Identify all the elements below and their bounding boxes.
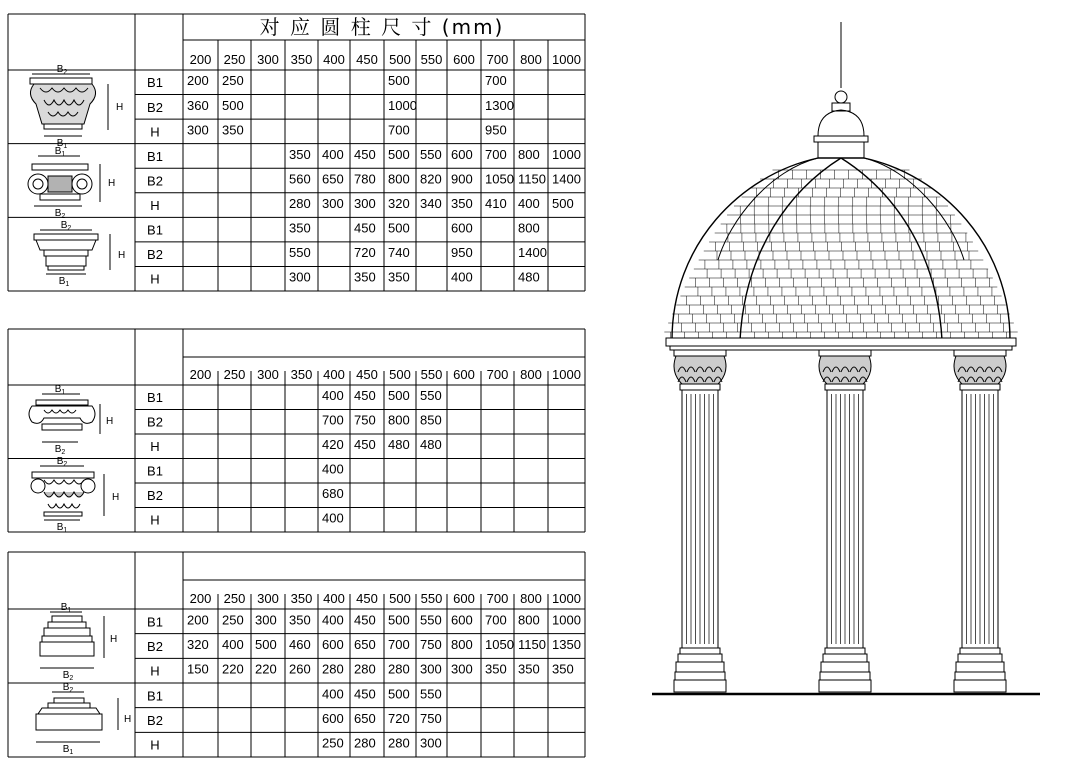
stepped-base-icon — [36, 682, 131, 756]
gazebo-column — [954, 350, 1006, 692]
svg-text:B1: $B_1$ — [56, 138, 68, 150]
row-label-b2: B2 — [147, 488, 163, 504]
size-cell: 220 — [222, 661, 244, 677]
dimension-tables — [8, 14, 585, 757]
size-cell: 1300 — [485, 97, 514, 113]
svg-text:B1: $B_1$ — [62, 744, 74, 756]
size-cell: 950 — [485, 122, 507, 138]
column-size-header: 600 — [453, 367, 475, 382]
row-label-b1: B1 — [147, 75, 163, 91]
ionic-capital-icon — [28, 146, 115, 220]
svg-text:B2: $B_2$ — [54, 208, 66, 220]
column-size-header: 700 — [486, 52, 509, 67]
dome-tiles — [664, 170, 1017, 341]
column-size-header: 450 — [356, 591, 378, 606]
size-cell: 500 — [388, 220, 410, 236]
size-cell: 950 — [451, 245, 473, 261]
size-cell: 600 — [451, 220, 473, 236]
size-cell: 800 — [388, 171, 410, 187]
column-base-icon — [40, 602, 117, 682]
size-cell: 650 — [322, 171, 344, 187]
svg-text:B2: $B_2$ — [56, 64, 68, 76]
column-size-header: 200 — [189, 52, 212, 67]
size-cell: 600 — [451, 612, 473, 628]
size-cell: 700 — [485, 146, 507, 162]
svg-text:H: H — [116, 102, 124, 113]
size-cell: 460 — [289, 636, 311, 652]
column-size-header: 250 — [223, 52, 246, 67]
size-cell: 350 — [552, 661, 574, 677]
row-label-b2: B2 — [147, 638, 163, 654]
column-size-header: 250 — [223, 367, 246, 382]
row-label-h: H — [150, 271, 160, 287]
svg-text:B2: $B_2$ — [54, 444, 66, 456]
size-cell: 720 — [354, 245, 376, 261]
column-size-header: 500 — [389, 591, 411, 606]
svg-text:H: H — [118, 250, 126, 261]
row-label-b2: B2 — [147, 247, 163, 263]
size-cell: 450 — [354, 220, 376, 236]
column-size-header: 1000 — [552, 367, 581, 382]
size-cell: 400 — [322, 461, 344, 477]
size-cell: 400 — [322, 686, 344, 702]
size-cell: 280 — [289, 196, 311, 212]
domed-gazebo-elevation-icon — [652, 22, 1040, 694]
svg-text:B2: $B_2$ — [56, 456, 68, 468]
row-label-b2: B2 — [147, 414, 163, 430]
size-cell: 410 — [485, 196, 507, 212]
size-cell: 400 — [322, 146, 344, 162]
size-cell: 400 — [222, 636, 244, 652]
size-cell: 700 — [388, 122, 410, 138]
row-label-h: H — [150, 439, 160, 455]
svg-text:B2: $B_2$ — [62, 670, 74, 682]
column-size-header: 200 — [189, 591, 212, 606]
column-size-header: 550 — [420, 591, 443, 606]
size-cell: 300 — [187, 122, 209, 138]
size-cell: 480 — [420, 437, 442, 453]
size-cell: 500 — [388, 73, 410, 89]
capitals-table-1 — [8, 14, 585, 291]
size-cell: 1000 — [552, 612, 581, 628]
size-cell: 350 — [485, 661, 507, 677]
svg-text:B1: $B_1$ — [58, 276, 70, 288]
size-cell: 500 — [255, 636, 277, 652]
size-cell: 1150 — [518, 171, 546, 187]
size-cell: 320 — [388, 196, 410, 212]
svg-text:B1: $B_1$ — [60, 602, 72, 614]
size-cell: 800 — [518, 612, 540, 628]
column-size-header: 600 — [453, 591, 475, 606]
size-cell: 350 — [451, 196, 473, 212]
size-cell: 420 — [322, 437, 344, 453]
composite-capital-icon — [31, 456, 119, 534]
size-cell: 1400 — [552, 171, 581, 187]
size-cell: 280 — [354, 735, 376, 751]
size-cell: 260 — [289, 661, 311, 677]
column-size-header: 1000 — [552, 591, 581, 606]
column-size-header: 700 — [486, 367, 509, 382]
size-cell: 450 — [354, 146, 376, 162]
size-cell: 500 — [222, 97, 244, 113]
size-cell: 560 — [289, 171, 311, 187]
size-cell: 800 — [388, 412, 410, 428]
size-cell: 480 — [388, 437, 410, 453]
size-cell: 700 — [485, 612, 507, 628]
gazebo-columns — [674, 350, 1006, 692]
column-size-header: 700 — [486, 591, 509, 606]
column-size-header: 300 — [257, 591, 279, 606]
capitals-table-2 — [8, 329, 585, 532]
bases-table — [8, 552, 585, 757]
column-size-header: 450 — [356, 52, 378, 67]
size-cell: 220 — [255, 661, 277, 677]
column-size-header: 500 — [389, 367, 411, 382]
size-cell: 500 — [552, 196, 574, 212]
column-size-header: 600 — [453, 52, 475, 67]
row-label-b1: B1 — [147, 222, 163, 238]
size-cell: 200 — [187, 612, 209, 628]
size-cell: 500 — [388, 146, 410, 162]
column-size-header: 400 — [323, 52, 345, 67]
column-size-header: 500 — [389, 52, 411, 67]
svg-text:H: H — [112, 492, 120, 503]
size-cell: 550 — [289, 245, 311, 261]
corinthian-capital-icon — [30, 64, 123, 150]
size-cell: 500 — [388, 612, 410, 628]
column-size-header: 800 — [520, 52, 542, 67]
size-cell: 400 — [451, 269, 473, 285]
size-cell: 650 — [354, 636, 376, 652]
size-cell: 800 — [518, 146, 540, 162]
size-cell: 550 — [420, 686, 442, 702]
svg-text:H: H — [106, 416, 114, 427]
size-cell: 450 — [354, 437, 376, 453]
column-size-header: 450 — [356, 367, 378, 382]
size-cell: 750 — [354, 412, 376, 428]
size-cell: 600 — [451, 146, 473, 162]
size-cell: 350 — [518, 661, 540, 677]
size-cell: 300 — [420, 735, 442, 751]
size-cell: 780 — [354, 171, 376, 187]
column-size-header: 800 — [520, 591, 542, 606]
size-cell: 800 — [451, 636, 473, 652]
svg-text:H: H — [108, 178, 116, 189]
size-cell: 1000 — [388, 97, 417, 113]
size-cell: 550 — [420, 388, 442, 404]
column-size-header: 300 — [257, 52, 279, 67]
doric-capital-icon — [34, 220, 125, 288]
size-cell: 350 — [222, 122, 244, 138]
svg-text:H: H — [110, 634, 118, 645]
size-cell: 340 — [420, 196, 442, 212]
size-cell: 300 — [289, 269, 311, 285]
size-cell: 820 — [420, 171, 442, 187]
svg-text:B1: $B_1$ — [54, 384, 66, 396]
size-cell: 600 — [322, 710, 344, 726]
row-label-h: H — [150, 663, 160, 679]
size-cell: 750 — [420, 710, 442, 726]
size-cell: 500 — [388, 388, 410, 404]
size-cell: 400 — [322, 612, 344, 628]
size-cell: 250 — [222, 612, 244, 628]
size-cell: 1000 — [552, 146, 581, 162]
size-cell: 350 — [289, 146, 311, 162]
row-label-b1: B1 — [147, 688, 163, 704]
size-cell: 350 — [289, 220, 311, 236]
column-size-header: 300 — [257, 367, 279, 382]
row-label-b1: B1 — [147, 390, 163, 406]
size-cell: 1150 — [518, 636, 546, 652]
size-cell: 1050 — [485, 171, 514, 187]
gazebo-column — [819, 350, 871, 692]
svg-text:B1: $B_1$ — [56, 522, 68, 534]
size-cell: 200 — [187, 73, 209, 89]
size-cell: 650 — [354, 710, 376, 726]
size-cell: 150 — [187, 661, 209, 677]
column-size-header: 400 — [323, 367, 345, 382]
size-cell: 740 — [388, 245, 410, 261]
ionic-capital-small-icon — [29, 384, 113, 456]
size-cell: 500 — [388, 686, 410, 702]
size-cell: 700 — [388, 636, 410, 652]
size-cell: 850 — [420, 412, 442, 428]
size-cell: 900 — [451, 171, 473, 187]
size-cell: 1400 — [518, 245, 547, 261]
size-cell: 400 — [322, 388, 344, 404]
size-cell: 680 — [322, 486, 344, 502]
size-cell: 450 — [354, 686, 376, 702]
size-cell: 320 — [187, 636, 209, 652]
size-cell: 280 — [322, 661, 344, 677]
size-cell: 400 — [518, 196, 540, 212]
column-size-header: 550 — [420, 367, 443, 382]
row-label-b2: B2 — [147, 99, 163, 115]
gazebo-column — [674, 350, 726, 692]
size-cell: 400 — [322, 510, 344, 526]
size-cell: 350 — [388, 269, 410, 285]
size-cell: 700 — [485, 73, 507, 89]
size-cell: 550 — [420, 146, 442, 162]
column-size-header: 800 — [520, 367, 542, 382]
column-size-header: 350 — [290, 52, 313, 67]
row-label-b1: B1 — [147, 614, 163, 630]
size-cell: 350 — [354, 269, 376, 285]
column-size-header: 550 — [420, 52, 443, 67]
size-cell: 300 — [451, 661, 473, 677]
size-cell: 600 — [322, 636, 344, 652]
column-size-header: 350 — [290, 367, 313, 382]
size-cell: 250 — [322, 735, 344, 751]
column-size-header: 1000 — [552, 52, 581, 67]
column-size-header: 350 — [290, 591, 313, 606]
size-cell: 300 — [255, 612, 277, 628]
size-cell: 450 — [354, 612, 376, 628]
size-cell: 450 — [354, 388, 376, 404]
table-title: 对 应 圆 柱 尺 寸 (mm) — [259, 15, 505, 39]
size-cell: 300 — [322, 196, 344, 212]
size-cell: 700 — [322, 412, 344, 428]
svg-text:H: H — [124, 714, 132, 725]
size-cell: 800 — [518, 220, 540, 236]
size-cell: 280 — [388, 661, 410, 677]
row-label-h: H — [150, 124, 160, 140]
size-cell: 280 — [354, 661, 376, 677]
row-label-b1: B1 — [147, 148, 163, 164]
column-size-header: 250 — [223, 591, 246, 606]
size-cell: 480 — [518, 269, 540, 285]
size-cell: 1350 — [552, 636, 581, 652]
column-size-header: 400 — [323, 591, 345, 606]
size-cell: 250 — [222, 73, 244, 89]
size-cell: 300 — [354, 196, 376, 212]
size-cell: 360 — [187, 97, 209, 113]
size-cell: 280 — [388, 735, 410, 751]
column-size-header: 200 — [189, 367, 212, 382]
size-cell: 300 — [420, 661, 442, 677]
size-cell: 550 — [420, 612, 442, 628]
row-label-h: H — [150, 198, 160, 214]
svg-text:B2: $B_2$ — [60, 220, 72, 232]
size-cell: 350 — [289, 612, 311, 628]
row-label-b1: B1 — [147, 463, 163, 479]
size-cell: 750 — [420, 636, 442, 652]
size-cell: 1050 — [485, 636, 514, 652]
row-label-h: H — [150, 737, 160, 753]
row-label-h: H — [150, 512, 160, 528]
svg-text:B1: $B_1$ — [54, 146, 66, 158]
row-label-b2: B2 — [147, 712, 163, 728]
svg-text:B2: $B_2$ — [62, 682, 74, 694]
row-label-b2: B2 — [147, 173, 163, 189]
size-cell: 720 — [388, 710, 410, 726]
